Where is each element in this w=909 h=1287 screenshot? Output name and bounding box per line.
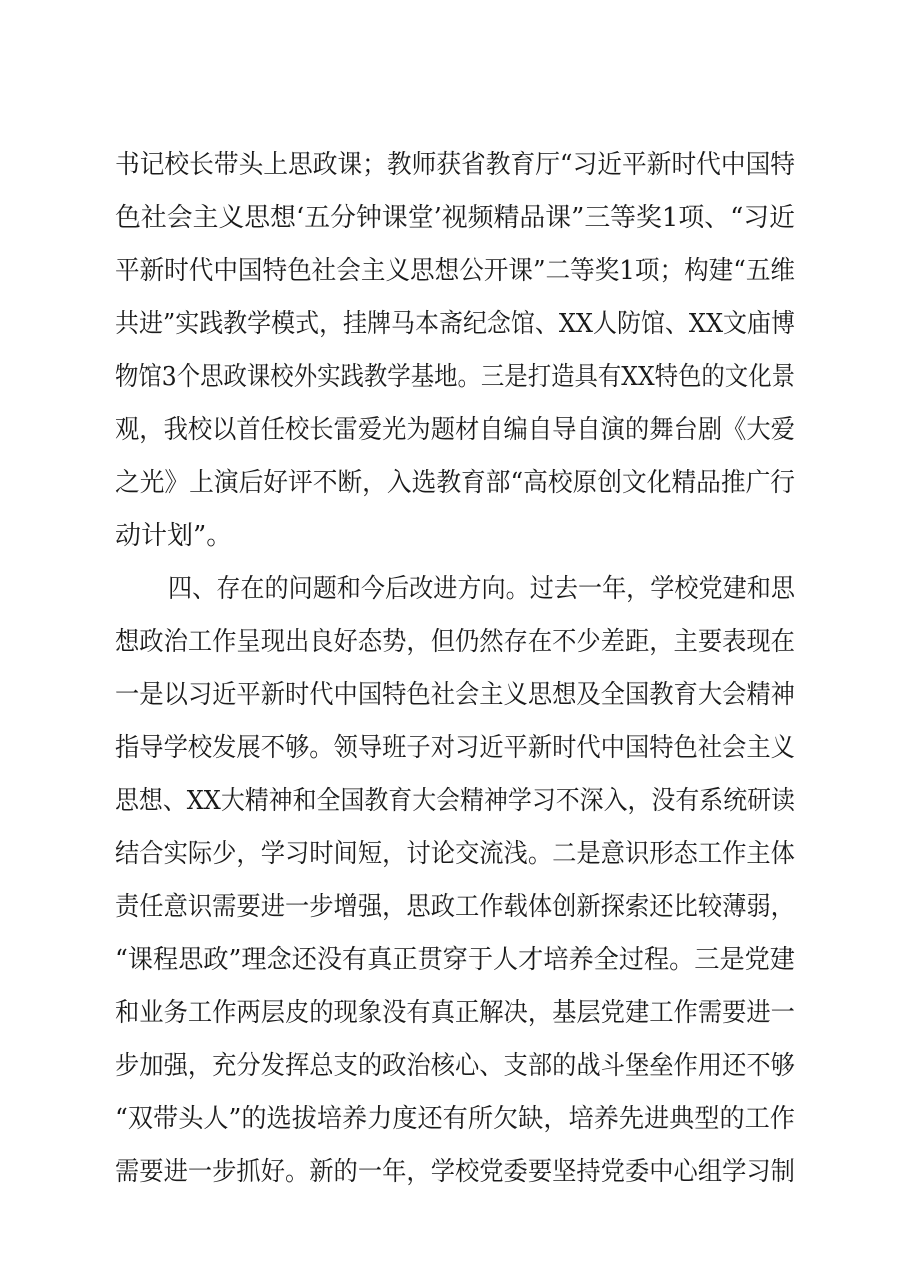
text-line: [0, 884, 909, 930]
text-line: [0, 566, 909, 612]
text-line: [0, 831, 909, 877]
text-line: [0, 513, 909, 559]
text-line: [0, 778, 909, 824]
text-line-content: “课程思政”理念还没有真正贯穿于人才培养全过程。三是党建: [115, 945, 795, 975]
text-line: [0, 1096, 909, 1142]
text-line-content: 思想、XX大精神和全国教育大会精神学习不深入，没有系统研读: [115, 786, 795, 816]
text-line: [0, 142, 909, 188]
text-line-content: 结合实际少，学习时间短，讨论交流浅。二是意识形态工作主体: [115, 839, 795, 869]
text-line: [0, 937, 909, 983]
text-line-content: 步加强，充分发挥总支的政治核心、支部的战斗堡垒作用还不够: [115, 1051, 795, 1081]
text-line-content: 书记校长带头上思政课；教师获省教育厅“习近平新时代中国特: [115, 150, 796, 180]
text-line-content: 物馆3个思政课校外实践教学基地。三是打造具有XX特色的文化景: [115, 362, 796, 392]
text-line-content: 指导学校发展不够。领导班子对习近平新时代中国特色社会主义: [115, 733, 795, 763]
text-line: [0, 1149, 909, 1195]
text-line: [0, 407, 909, 453]
text-line-content: 色社会主义思想‘五分钟课堂’视频精品课”三等奖1项、“习近: [115, 203, 796, 233]
text-line: [0, 990, 909, 1036]
text-line: [0, 460, 909, 506]
text-line-content: 一是以习近平新时代中国特色社会主义思想及全国教育大会精神: [115, 680, 795, 710]
text-line: [0, 1043, 909, 1089]
text-line: [0, 619, 909, 665]
text-line-content: 共进”实践教学模式，挂牌马本斋纪念馆、XX人防馆、XX文庙博: [115, 309, 795, 339]
text-line-content: 动计划”。: [115, 521, 233, 551]
text-line: [0, 301, 909, 347]
text-line-content: 和业务工作两层皮的现象没有真正解决，基层党建工作需要进一: [115, 998, 795, 1028]
text-line-content: 责任意识需要进一步增强，思政工作载体创新探索还比较薄弱，: [115, 892, 795, 922]
text-line-content: 之光》上演后好评不断，入选教育部“高校原创文化精品推广行: [115, 468, 796, 498]
text-line: [0, 725, 909, 771]
text-line: [0, 672, 909, 718]
text-line-content: 需要进一步抓好。新的一年，学校党委要坚持党委中心组学习制: [115, 1157, 795, 1187]
text-line: [0, 195, 909, 241]
text-line-content: 想政治工作呈现出良好态势，但仍然存在不少差距，主要表现在: [115, 627, 795, 657]
text-line-content: 四、存在的问题和今后改进方向。过去一年，学校党建和思: [168, 574, 796, 604]
text-line-content: 观，我校以首任校长雷爱光为题材自编自导自演的舞台剧《大爱: [115, 415, 795, 445]
text-line-content: “双带头人”的选拔培养力度还有所欠缺，培养先进典型的工作: [115, 1104, 795, 1134]
text-line: [0, 248, 909, 294]
text-line-content: 平新时代中国特色社会主义思想公开课”二等奖1项；构建“五维: [115, 256, 796, 286]
text-line: [0, 354, 909, 400]
